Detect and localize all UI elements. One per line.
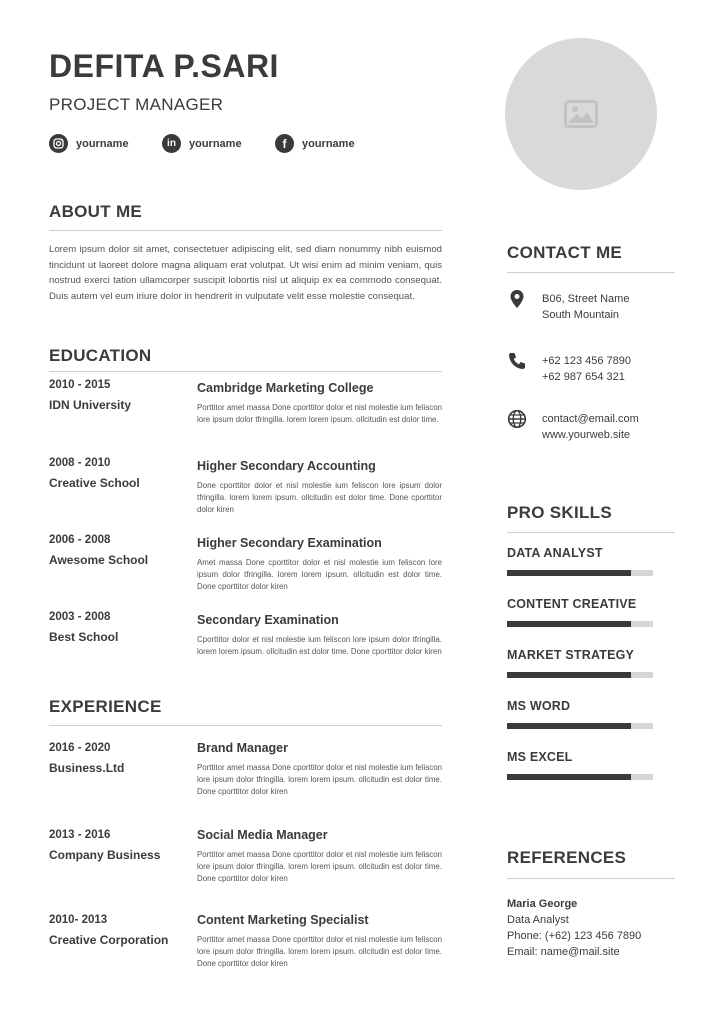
contact-phone [507, 353, 631, 385]
entry-role: Cambridge Marketing College [197, 381, 374, 395]
skill-bar-fill [507, 774, 631, 780]
reference-phone: Phone: (+62) 123 456 7890 [507, 930, 642, 942]
image-placeholder-icon [564, 100, 598, 128]
social-facebook[interactable] [275, 134, 388, 153]
skill-label: MS EXCEL [507, 750, 573, 764]
skill-market-strategy [507, 648, 653, 678]
entry-desc: Cporttitor dolor et nisl molestie ium feliscon lore ipsum dolor tfringilla. lorem lorem ipsum. ollcitudin est dolor time. Done cporttitor dolor kiren [197, 635, 442, 656]
education-entry-4-dates [49, 611, 189, 644]
education-entry-2-dates [49, 457, 189, 490]
education-entry-3-dates [49, 534, 189, 567]
address-line-2: South Mountain [542, 309, 620, 321]
entry-role: Content Marketing Specialist [197, 913, 369, 927]
entry-desc: Porttitor amet massa Done cporttitor dolor et nisl molestie ium feliscon lore ipsum dolor tfringilla. lorem lorem ipsum. ollcitudin est dolor time. [197, 403, 442, 424]
skill-bar [507, 570, 653, 576]
entry-role: Higher Secondary Accounting [197, 459, 376, 473]
profile-photo-placeholder [505, 38, 657, 190]
linkedin-icon: in [162, 134, 181, 153]
entry-desc: Porttitor amet massa Done cporttitor dolor et nisl molestie ium feliscon lore ipsum dolor tfringilla. lorem lorem ipsum. ollcitudin est dolor time. Done cporttitor dolor kiren [197, 763, 442, 796]
location-pin-icon [507, 289, 527, 309]
email-text[interactable]: contact@email.com [542, 413, 639, 425]
globe-icon [507, 409, 527, 429]
entry-org: Company Business [49, 848, 161, 862]
entry-org: Creative School [49, 476, 140, 490]
skill-label: MS WORD [507, 699, 571, 713]
education-entry-1-detail [197, 381, 442, 426]
skill-bar [507, 774, 653, 780]
skill-content-creative [507, 597, 653, 627]
entry-years: 2010 - 2015 [49, 379, 111, 391]
about-heading: ABOUT ME [49, 202, 143, 221]
entry-role: Secondary Examination [197, 613, 339, 627]
about-divider [49, 230, 442, 231]
entry-years: 2008 - 2010 [49, 457, 111, 469]
facebook-icon: f [275, 134, 294, 153]
skill-bar-fill [507, 672, 631, 678]
skill-ms-word [507, 699, 653, 729]
entry-years: 2006 - 2008 [49, 534, 111, 546]
phone-icon [507, 351, 527, 371]
experience-divider [49, 725, 442, 726]
reference-role: Data Analyst [507, 914, 569, 926]
entry-org: Awesome School [49, 553, 149, 567]
experience-heading: EXPERIENCE [49, 697, 162, 716]
social-instagram[interactable] [49, 134, 162, 153]
entry-role: Brand Manager [197, 741, 288, 755]
skill-label: CONTENT CREATIVE [507, 597, 637, 611]
reference-email: Email: name@mail.site [507, 946, 620, 958]
education-entry-2-detail [197, 459, 442, 516]
social-linkedin[interactable] [162, 134, 275, 153]
entry-years: 2010- 2013 [49, 914, 108, 926]
skill-bar [507, 672, 653, 678]
reference-name: Maria George [507, 898, 578, 910]
entry-years: 2003 - 2008 [49, 611, 111, 623]
experience-entry-1-dates [49, 742, 189, 775]
experience-entry-3-detail [197, 913, 442, 970]
entry-desc: Porttitor amet massa Done cporttitor dolor et nisl molestie ium feliscon lore ipsum dolor tfringilla. lorem lorem ipsum. ollcitudin est dolor time. Done cporttitor dolor kiren [197, 935, 442, 968]
social-links [49, 134, 388, 153]
experience-entry-1-detail [197, 741, 442, 798]
reference-block [507, 896, 641, 960]
instagram-handle: yourname [76, 137, 129, 150]
contact-address [507, 291, 629, 323]
skill-bar-fill [507, 723, 631, 729]
phone-line-1: +62 123 456 7890 [542, 355, 632, 367]
skill-label: MARKET STRATEGY [507, 648, 635, 662]
linkedin-handle: yourname [189, 137, 242, 150]
entry-years: 2016 - 2020 [49, 742, 111, 754]
skills-heading: PRO SKILLS [507, 503, 613, 522]
skills-divider [507, 532, 675, 533]
instagram-icon [49, 134, 68, 153]
entry-role: Higher Secondary Examination [197, 536, 382, 550]
education-divider [49, 371, 442, 372]
skill-bar [507, 621, 653, 627]
education-entry-3-detail [197, 536, 442, 593]
education-entry-1-dates [49, 379, 189, 412]
entry-desc: Porttitor amet massa Done cporttitor dolor et nisl molestie ium feliscon lore ipsum dolor tfringilla. lorem lorem ipsum. ollcitudin est dolor time. Done cporttitor dolor kiren [197, 850, 442, 883]
experience-entry-2-dates [49, 829, 189, 862]
experience-entry-3-dates [49, 914, 189, 947]
phone-line-2: +62 987 654 321 [542, 371, 625, 383]
address-line-1: B06, Street Name [542, 293, 630, 305]
contact-divider [507, 272, 675, 273]
facebook-handle: yourname [302, 137, 355, 150]
entry-years: 2013 - 2016 [49, 829, 111, 841]
education-entry-4-detail [197, 613, 442, 658]
references-divider [507, 878, 675, 879]
skill-label: DATA ANALYST [507, 546, 603, 560]
skill-bar [507, 723, 653, 729]
experience-entry-2-detail [197, 828, 442, 885]
education-heading: EDUCATION [49, 346, 152, 365]
skill-bar-fill [507, 570, 631, 576]
candidate-name: DEFITA P.SARI [49, 48, 279, 84]
entry-desc: Done cporttitor dolor et nisl molestie ium feliscon lore ipsum dolor tfringilla. lorem lorem ipsum. ollcitudin est dolor time. Done cporttitor dolor kiren [197, 481, 442, 514]
skill-data-analyst [507, 546, 653, 576]
contact-heading: CONTACT ME [507, 243, 623, 262]
entry-desc: Amet massa Done cporttitor dolor et nisl molestie ium feliscon lore ipsum dolor tfringilla. lorem lorem ipsum. ollcitudin est dolor time. Done cporttitor dolor kiren [197, 558, 442, 591]
entry-org: Creative Corporation [49, 933, 169, 947]
candidate-title: PROJECT MANAGER [49, 95, 224, 114]
contact-web [507, 411, 639, 443]
entry-org: Best School [49, 630, 119, 644]
about-text: Lorem ipsum dolor sit amet, consectetuer adipiscing elit, sed diam nonummy nibh euismod tincidunt ut laoreet dolore magna aliquam erat volutpat. Ut wisi enim ad minim veniam, quis nostrud exerci tation ullamcorper suscipit lobortis nisl ut aliquip ex ea commodo consequat. Duis autem vel eum iriure dolor in hendrerit in vulputate velit esse molestie consequat. [49, 244, 442, 302]
entry-org: IDN University [49, 398, 132, 412]
skill-bar-fill [507, 621, 631, 627]
skill-ms-excel [507, 750, 653, 780]
website-text[interactable]: www.yourweb.site [542, 429, 631, 441]
entry-org: Business.Ltd [49, 761, 125, 775]
entry-role: Social Media Manager [197, 828, 328, 842]
references-heading: REFERENCES [507, 848, 627, 867]
